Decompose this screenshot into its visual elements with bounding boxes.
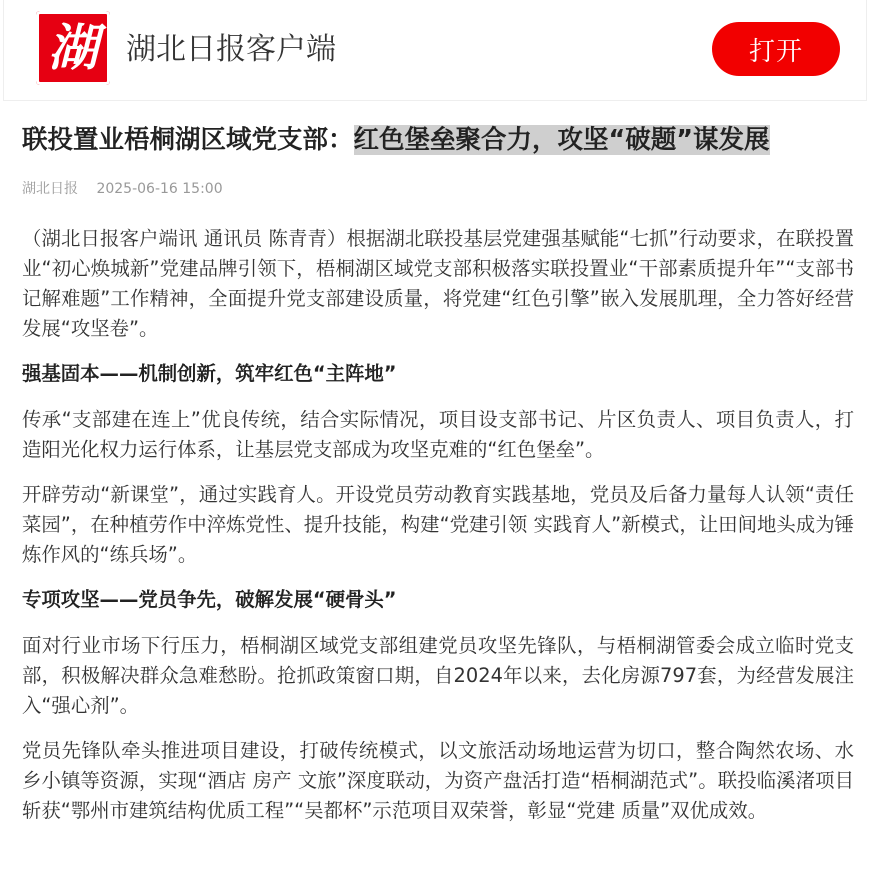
article-paragraph: 面对行业市场下行压力，梧桐湖区域党支部组建党员攻坚先锋队，与梧桐湖管委会成立临时党支部，积极解决群众急难愁盼。抢抓政策窗口期，自2024年以来，去化房源797套，为经营发展注入“强心剂”。: [22, 634, 854, 717]
logo-char: 湖: [48, 19, 98, 77]
article-title-part2-highlighted: 红色堡垒聚合力，攻坚“破题”谋发展: [353, 125, 770, 155]
open-app-button[interactable]: 打开: [712, 22, 840, 76]
section-heading-1: 强基固本——机制创新，筑牢红色“主阵地”: [22, 362, 397, 385]
article-source: 湖北日报: [22, 181, 78, 197]
article-title-part1: 联投置业梧桐湖区域党支部：: [22, 125, 354, 155]
app-logo-icon: [36, 11, 110, 85]
app-banner: [3, 0, 867, 101]
article-paragraph: 党员先锋队牵头推进项目建设，打破传统模式，以文旅活动场地运营为切口，整合陶然农场、水乡小镇等资源，实现“酒店 房产 文旅”深度联动，为资产盘活打造“梧桐湖范式”。联投临溪渚项目斩获“鄂州市建筑结构优质工程”“吴都杯”示范项目双荣誉，彰显“党建 质量”双优成效。: [22, 739, 854, 822]
section-heading-2: 专项攻坚——党员争先，破解发展“硬骨头”: [22, 588, 397, 611]
article-paragraph: 开辟劳动“新课堂”，通过实践育人。开设党员劳动教育实践基地，党员及后备力量每人认领“责任菜园”，在种植劳作中淬炼党性、提升技能，构建“党建引领 实践育人”新模式，让田间地头成为锤炼作风的“练兵场”。: [22, 483, 854, 566]
article-paragraph: 传承“支部建在连上”优良传统，结合实际情况，项目设支部书记、片区负责人、项目负责人，打造阳光化权力运行体系，让基层党支部成为攻坚克难的“红色堡垒”。: [22, 408, 854, 461]
article-paragraph-intro: （湖北日报客户端讯 通讯员 陈青青）根据湖北联投基层党建强基赋能“七抓”行动要求，在联投置业“初心焕城新”党建品牌引领下，梧桐湖区域党支部积极落实联投置业“干部素质提升年”“支部书记解难题”工作精神，全面提升党支部建设质量，将党建“红色引擎”嵌入发展肌理，全力答好经营发展“攻坚卷”。: [22, 227, 854, 340]
article-meta: [22, 178, 223, 200]
article-title: [22, 118, 862, 162]
app-name: 湖北日报客户端: [126, 32, 336, 67]
article-datetime: 2025-06-16 15:00: [96, 181, 223, 197]
article-body: [22, 224, 854, 841]
